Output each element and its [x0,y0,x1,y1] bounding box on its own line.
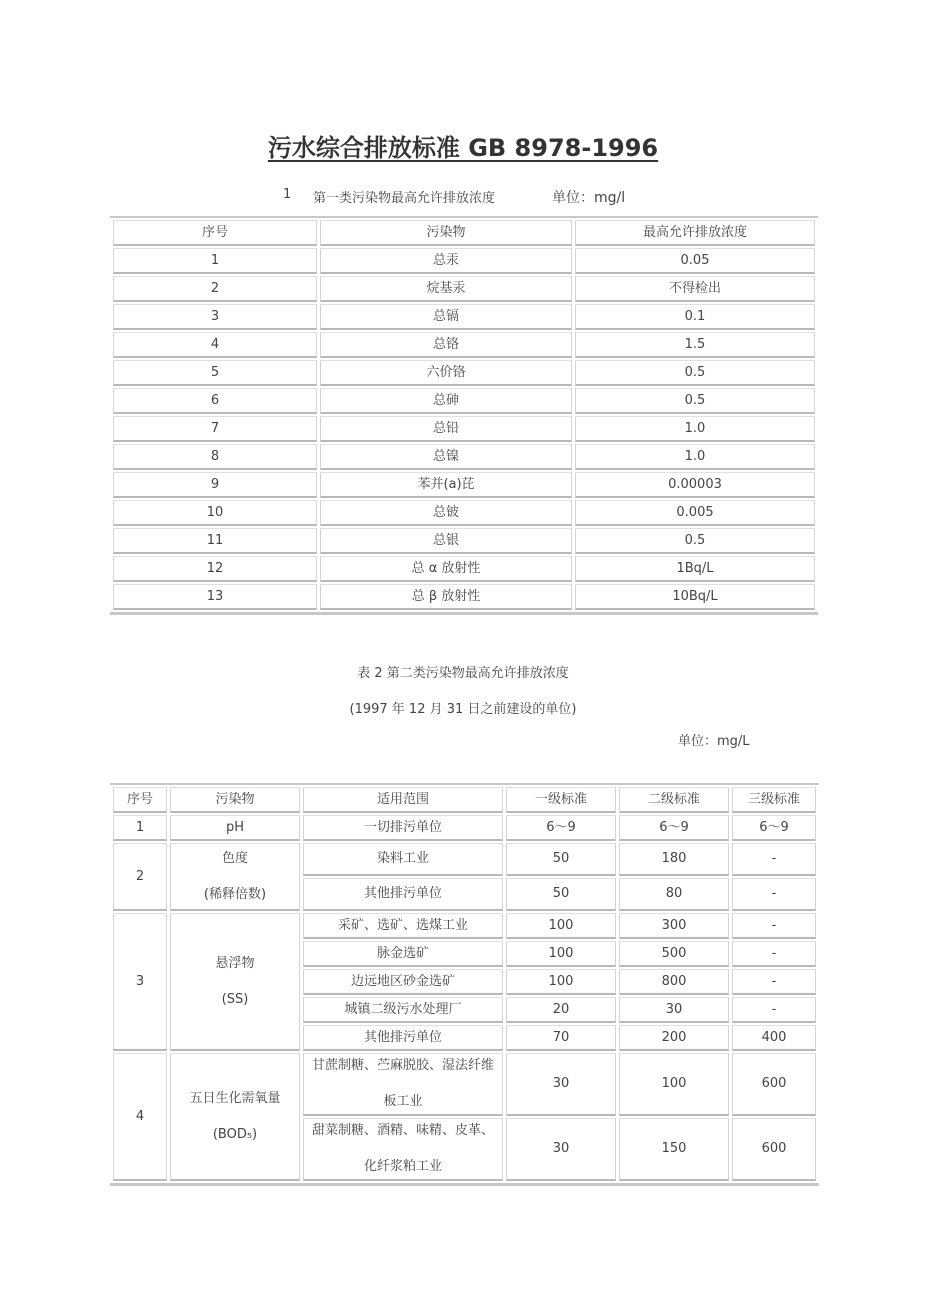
table2-cell-pollutant [170,843,300,911]
table1-cell-limit: 0.1 [575,304,815,330]
table2-header-cell: 适用范围 [303,787,503,813]
table1 [110,216,818,615]
table2-cell-level3: - [732,969,816,995]
table1-cell-number: 4 [113,332,317,358]
table2-cell-level1: 6～9 [506,815,616,841]
table2 [110,783,819,1186]
table2-cell-level1: 50 [506,843,616,876]
table1-cell-number: 12 [113,556,317,582]
table2-cell-level2: 500 [619,941,729,967]
pollutant-name: 色度 [221,850,248,866]
table-row [113,248,815,274]
table-row [113,913,816,939]
table1-cell-pollutant: 总汞 [320,248,572,274]
table1-header-cell: 污染物 [320,220,572,246]
table1-cell-limit: 0.005 [575,500,815,526]
table1-header-cell: 最高允许排放浓度 [575,220,815,246]
table2-cell-level3: - [732,843,816,876]
table-row [113,500,815,526]
table2-cell-level2: 150 [619,1118,729,1181]
table2-cell-level2: 80 [619,878,729,911]
table1-cell-number: 11 [113,528,317,554]
table2-cell-scope: 一切排污单位 [303,815,503,841]
document-title: 污水综合排放标准 GB 8978-1996 [267,134,659,162]
table1-cell-limit: 10Bq/L [575,584,815,610]
table-row [113,843,816,876]
pollutant-qualifier: (BOD₅) [212,1126,258,1142]
table1-cell-limit: 1.0 [575,444,815,470]
table2-cell-scope: 脉金选矿 [303,941,503,967]
table2-cell-pollutant: pH [170,815,300,841]
table2-cell-level3: - [732,913,816,939]
table1-cell-limit: 1Bq/L [575,556,815,582]
table2-header-cell: 三级标准 [732,787,816,813]
table2-cell-level2: 300 [619,913,729,939]
table2-cell-level1: 70 [506,1025,616,1051]
table1-caption-number: 1 [283,187,292,202]
table2-cell-level1: 30 [506,1053,616,1116]
table2-cell-scope: 染料工业 [303,843,503,876]
table1-cell-number: 3 [113,304,317,330]
table2-cell-level3: 600 [732,1118,816,1181]
table-row [113,556,815,582]
pollutant-name: 五日生化需氧量 [189,1090,281,1106]
table1-cell-limit: 不得检出 [575,276,815,302]
table2-cell-level3: 600 [732,1053,816,1116]
table1-header-row [113,220,815,246]
table1-cell-limit: 0.5 [575,528,815,554]
table2-cell-number: 3 [113,913,167,1051]
table2-cell-scope: 其他排污单位 [303,878,503,911]
table2-caption: 表 2 第二类污染物最高允许排放浓度 [357,666,569,681]
table1-cell-pollutant: 苯并(a)芘 [320,472,572,498]
table1-cell-number: 8 [113,444,317,470]
table1-cell-pollutant: 总铅 [320,416,572,442]
table-row [113,304,815,330]
table-row [113,360,815,386]
table-row [113,472,815,498]
table1-cell-pollutant: 六价铬 [320,360,572,386]
table1-cell-number: 1 [113,248,317,274]
table-row [113,1053,816,1116]
table1-caption-text: 第一类污染物最高允许排放浓度 [313,191,496,206]
scope-line: 甘蔗制糖、苎麻脱胶、湿法纤维 [311,1058,494,1073]
table2-cell-scope: 采矿、选矿、选煤工业 [303,913,503,939]
scope-line: 板工业 [383,1094,423,1109]
table2-cell-number: 2 [113,843,167,911]
table1-header-cell: 序号 [113,220,317,246]
table2-header-row [113,787,816,813]
table2-cell-level2: 30 [619,997,729,1023]
table1-cell-pollutant: 总铬 [320,332,572,358]
table1-cell-pollutant: 烷基汞 [320,276,572,302]
scope-line: 化纤浆粕工业 [363,1159,442,1174]
table-row [113,444,815,470]
table1-cell-number: 7 [113,416,317,442]
table2-cell-level3: - [732,878,816,911]
table2-cell-level1: 100 [506,941,616,967]
table1-cell-pollutant: 总镍 [320,444,572,470]
table2-cell-number: 4 [113,1053,167,1181]
pollutant-qualifier: (SS) [221,991,249,1007]
table2-cell-scope [303,1053,503,1116]
table2-header-cell: 二级标准 [619,787,729,813]
table2-cell-level1: 100 [506,913,616,939]
table2-header-cell: 序号 [113,787,167,813]
table2-header-cell: 污染物 [170,787,300,813]
table1-cell-number: 5 [113,360,317,386]
table1-cell-number: 9 [113,472,317,498]
table2-cell-level1: 20 [506,997,616,1023]
table2-cell-scope: 城镇二级污水处理厂 [303,997,503,1023]
table2-cell-level3: - [732,941,816,967]
table2-cell-number: 1 [113,815,167,841]
table2-cell-scope: 边远地区砂金选矿 [303,969,503,995]
table2-cell-level3: 6～9 [732,815,816,841]
table-row [113,388,815,414]
table-row [113,276,815,302]
table2-cell-level2: 200 [619,1025,729,1051]
table-row [113,332,815,358]
table1-cell-limit: 1.5 [575,332,815,358]
table1-cell-number: 2 [113,276,317,302]
table2-cell-level2: 180 [619,843,729,876]
table1-unit: 单位：mg/l [552,190,626,206]
table1-cell-pollutant: 总镉 [320,304,572,330]
table2-cell-pollutant [170,913,300,1051]
table2-cell-level3: 400 [732,1025,816,1051]
table2-cell-level1: 100 [506,969,616,995]
table1-cell-number: 13 [113,584,317,610]
table2-cell-level3: - [732,997,816,1023]
table2-cell-level2: 800 [619,969,729,995]
table-row [113,584,815,610]
table1-cell-pollutant: 总 β 放射性 [320,584,572,610]
table1-cell-number: 6 [113,388,317,414]
pollutant-qualifier: (稀释倍数) [203,886,267,902]
table2-header-cell: 一级标准 [506,787,616,813]
table1-cell-number: 10 [113,500,317,526]
table1-cell-pollutant: 总铍 [320,500,572,526]
table-row [113,416,815,442]
pollutant-name: 悬浮物 [215,955,255,971]
table2-unit: 单位：mg/L [678,734,750,749]
table1-cell-limit: 1.0 [575,416,815,442]
table2-cell-scope: 其他排污单位 [303,1025,503,1051]
table-row [113,815,816,841]
table2-cell-level1: 50 [506,878,616,911]
table1-cell-pollutant: 总银 [320,528,572,554]
table-row [113,528,815,554]
table1-cell-limit: 0.05 [575,248,815,274]
table2-cell-level2: 6～9 [619,815,729,841]
table1-cell-limit: 0.5 [575,360,815,386]
table2-cell-pollutant [170,1053,300,1181]
scope-line: 甜菜制糖、酒精、味精、皮革、 [311,1123,494,1138]
table2-cell-level1: 30 [506,1118,616,1181]
table2-subcaption: (1997 年 12 月 31 日之前建设的单位) [349,702,577,717]
table1-cell-pollutant: 总 α 放射性 [320,556,572,582]
table2-cell-level2: 100 [619,1053,729,1116]
table1-cell-pollutant: 总砷 [320,388,572,414]
table2-cell-scope [303,1118,503,1181]
table1-cell-limit: 0.00003 [575,472,815,498]
table1-cell-limit: 0.5 [575,388,815,414]
